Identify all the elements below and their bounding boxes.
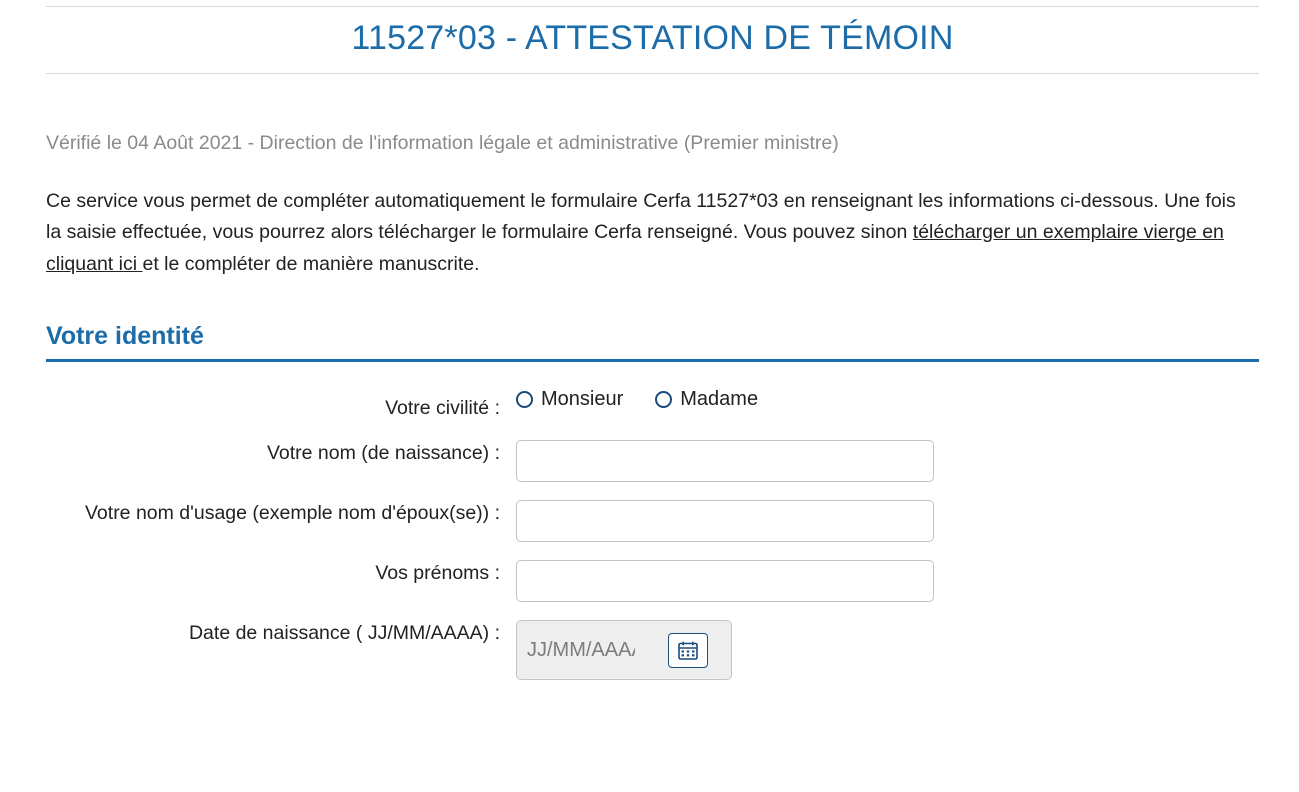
first-names-label: Vos prénoms :	[375, 562, 500, 585]
form-row-birth-date	[46, 620, 1259, 680]
verified-date-line: Vérifié le 04 Août 2021 - Direction de l'information légale et administrative (Premier ministre)	[46, 132, 839, 155]
intro-text-before-link: Ce service vous permet de compléter automatiquement le formulaire Cerfa 11527*03 en renseignant les informations ci-dessous. Une fois la saisie effectuée, vous pourrez alors télécharger le formulaire Cerfa renseigné. Vous pouvez sinon	[46, 189, 1236, 244]
usage-name-input[interactable]	[516, 500, 934, 542]
form-row-civility	[46, 388, 1259, 422]
birth-date-label: Date de naissance ( JJ/MM/AAAA) :	[188, 622, 500, 645]
download-blank-form-link[interactable]: télécharger un exemplaire vierge en cliquant ici	[46, 221, 1224, 275]
radio-option-monsieur[interactable]	[516, 388, 623, 411]
calendar-picker-button[interactable]	[668, 633, 708, 668]
section-header-identity	[46, 322, 1259, 362]
birth-date-input[interactable]	[517, 621, 645, 679]
civility-radio-group	[516, 388, 790, 411]
birth-name-label: Votre nom (de naissance) :	[266, 442, 500, 465]
usage-name-label: Votre nom d'usage (exemple nom d'époux(se)) :	[85, 502, 500, 525]
section-title: Votre identité	[46, 322, 204, 351]
radio-label-madame: Madame	[680, 388, 759, 411]
birth-name-input[interactable]	[516, 440, 934, 482]
radio-label-monsieur: Monsieur	[541, 388, 624, 411]
page-title: 11527*03 - ATTESTATION DE TÉMOIN	[351, 19, 954, 57]
page-content	[46, 6, 1259, 680]
intro-paragraph	[46, 186, 1241, 281]
intro-text-after-link: et le compléter de manière manuscrite.	[142, 252, 480, 275]
page-title-block	[46, 6, 1259, 74]
form-row-first-names	[46, 560, 1259, 602]
form-row-birth-name	[46, 440, 1259, 482]
first-names-input[interactable]	[516, 560, 934, 602]
civility-label: Votre civilité :	[385, 397, 500, 420]
identity-form	[46, 388, 1259, 680]
radio-option-madame[interactable]	[655, 388, 758, 411]
calendar-icon	[678, 641, 698, 660]
radio-circle-icon[interactable]	[516, 391, 533, 408]
radio-circle-icon[interactable]	[655, 391, 672, 408]
page-root	[0, 6, 1299, 792]
form-row-usage-name	[46, 500, 1259, 542]
birth-date-field-group	[516, 620, 732, 680]
